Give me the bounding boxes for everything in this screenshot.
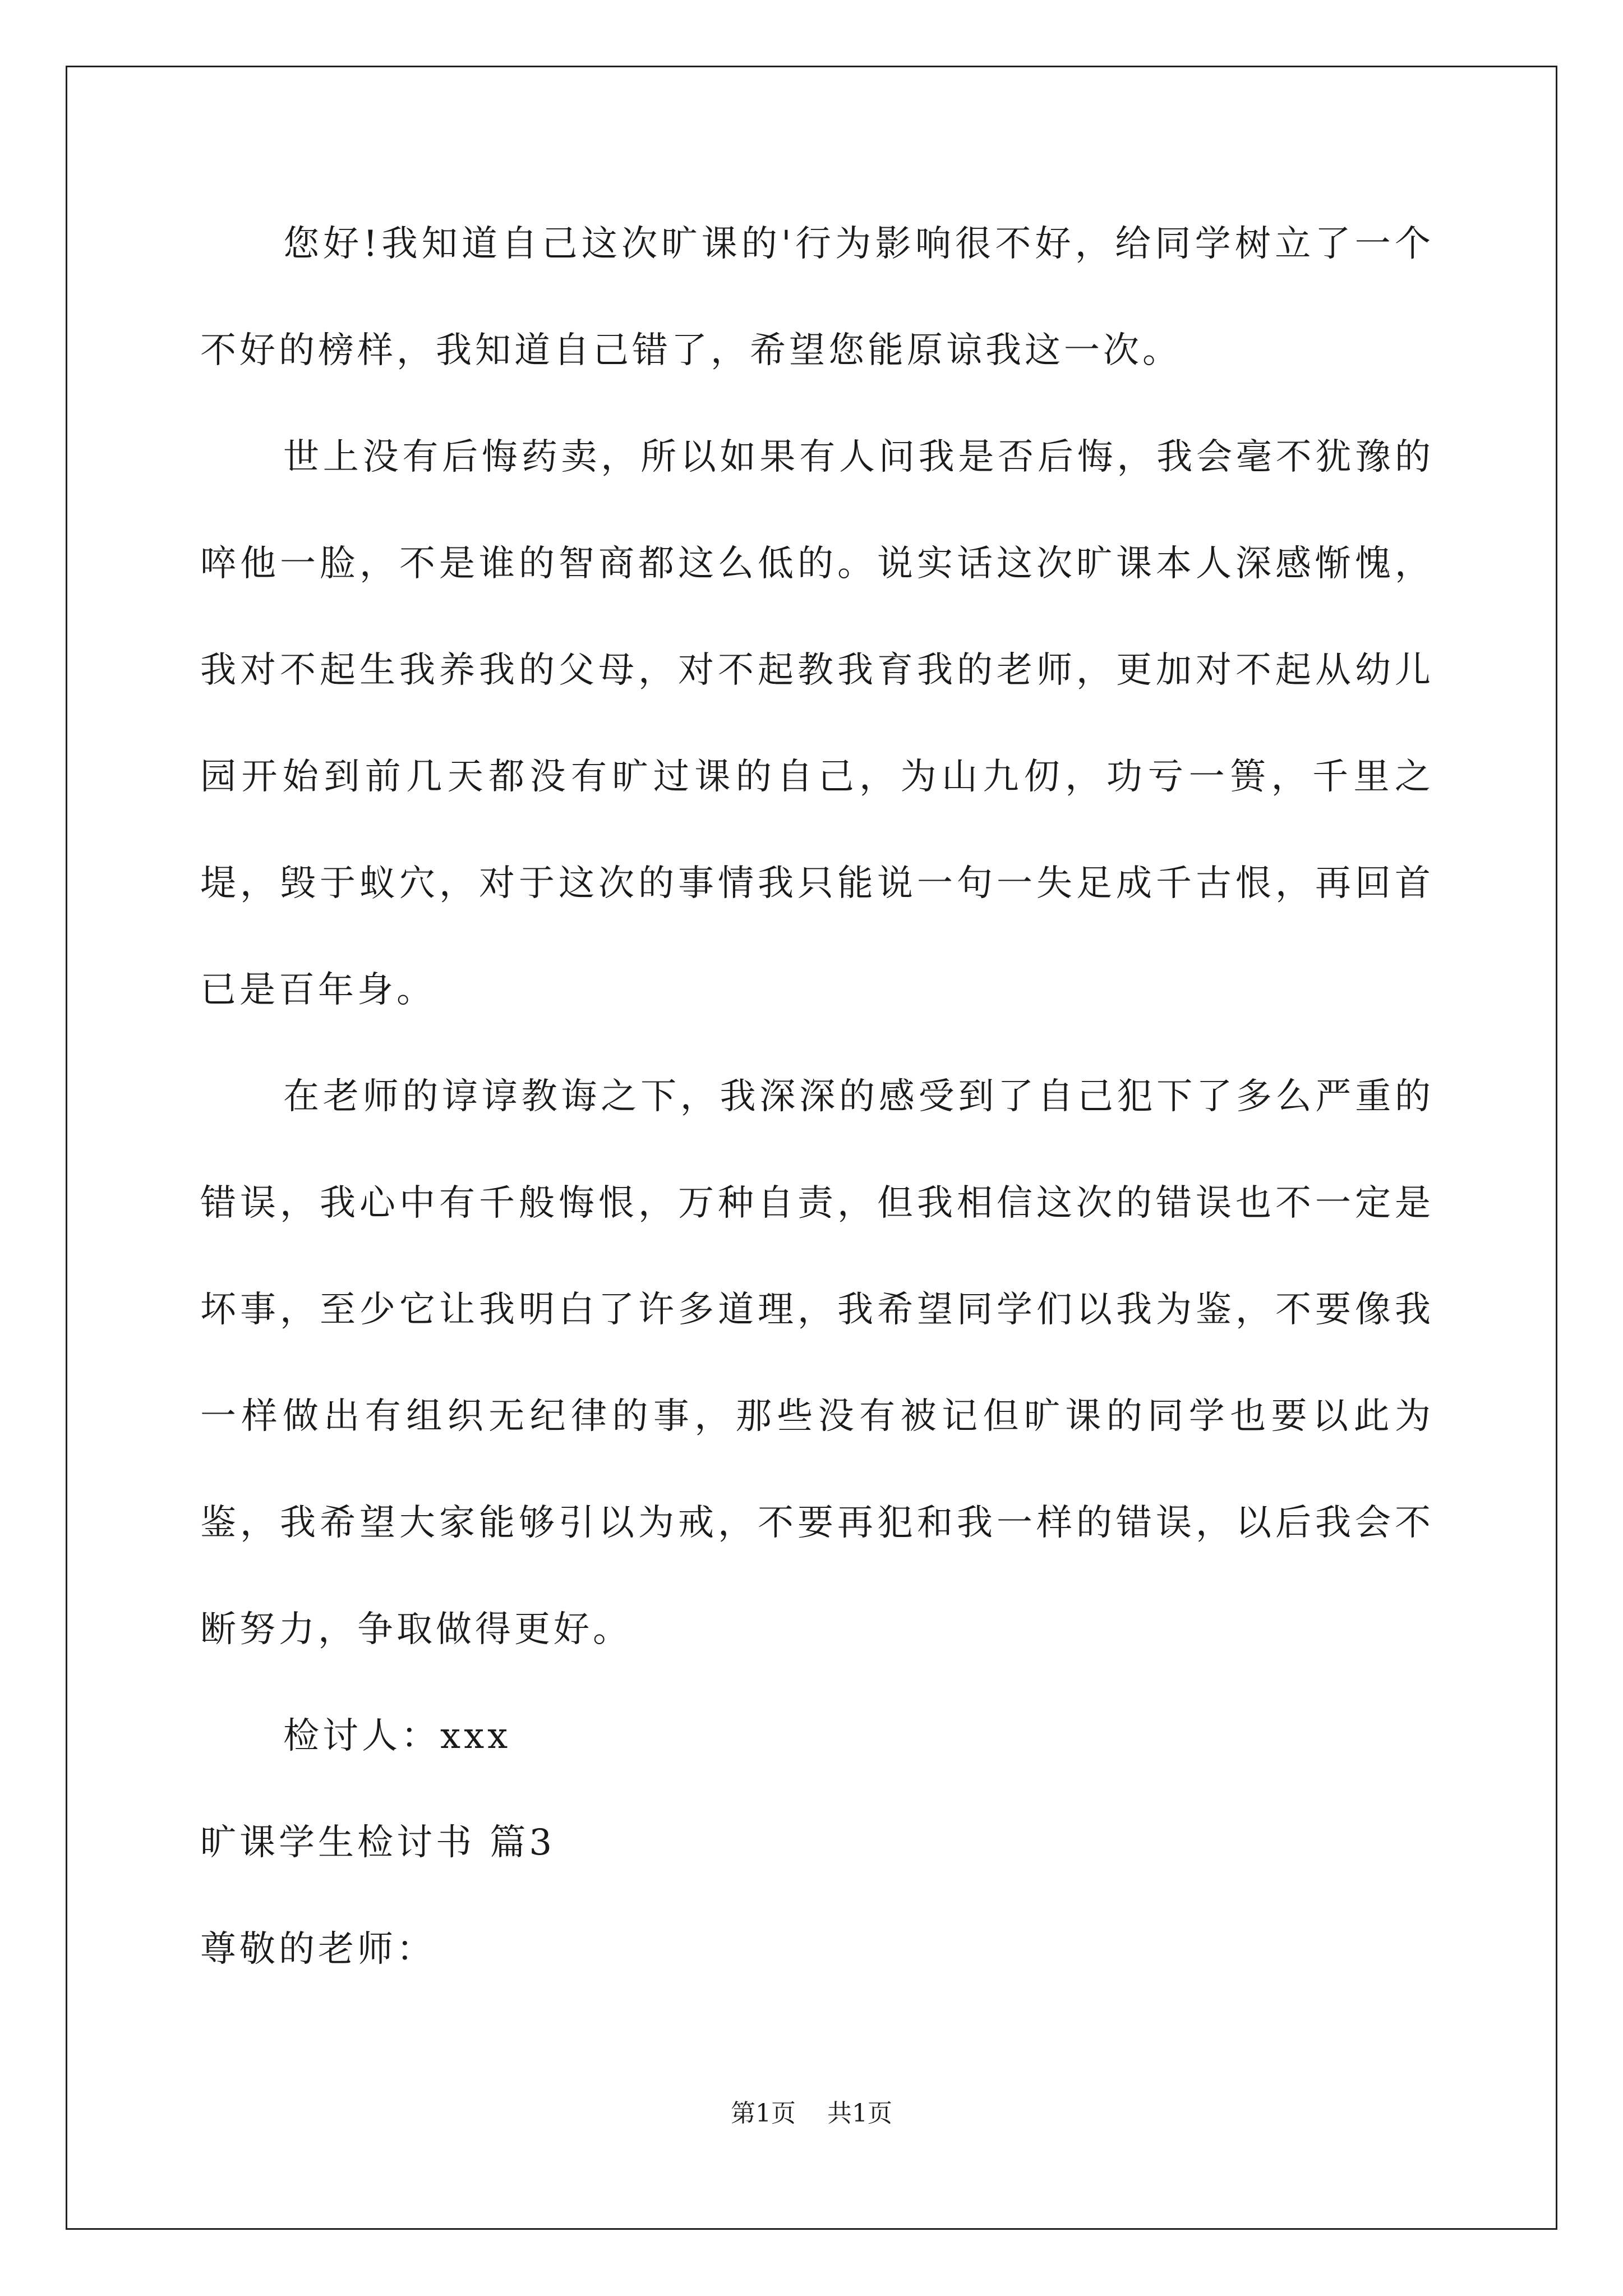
section-heading: 旷课学生检讨书 篇3 <box>200 1822 556 1864</box>
paragraph-regret: 世上没有后悔药卖，所以如果有人问我是否后悔，我会毫不犹豫的啐他一脸，不是谁的智商都这么低的。说实话这次旷课本人深感惭愧，我对不起生我养我的父母，对不起教我育我的老师，更加对不起从幼儿园开始到前几天都没有旷过课的自己，为山九仞，功亏一篑，千里之堤，毁于蚁穴，对于这次的事情我只能说一句一失足成千古恨，再回首已是百年身。 <box>200 436 1434 1011</box>
page-number-total: 共1页 <box>827 2099 892 2128</box>
page-footer <box>0 2097 1623 2131</box>
paragraph-lesson: 在老师的谆谆教诲之下，我深深的感受到了自己犯下了多么严重的错误，我心中有千般悔恨，万种自责，但我相信这次的错误也不一定是坏事，至少它让我明白了许多道理，我希望同学们以我为鉴，不要像我一样做出有组织无纪律的事，那些没有被记但旷课的同学也要以此为鉴，我希望大家能够引以为戒，不要再犯和我一样的错误，以后我会不断努力，争取做得更好。 <box>200 1076 1434 1650</box>
salutation: 尊敬的老师： <box>200 1929 436 1970</box>
page-number-current: 第1页 <box>731 2099 796 2128</box>
paragraph-apology-intro: 您好!我知道自己这次旷课的'行为影响很不好，给同学树立了一个不好的榜样，我知道自己错了，希望您能原谅我这一次。 <box>200 223 1434 371</box>
signature-line: 检讨人：xxx <box>283 1715 511 1757</box>
document-body <box>200 191 1434 2003</box>
